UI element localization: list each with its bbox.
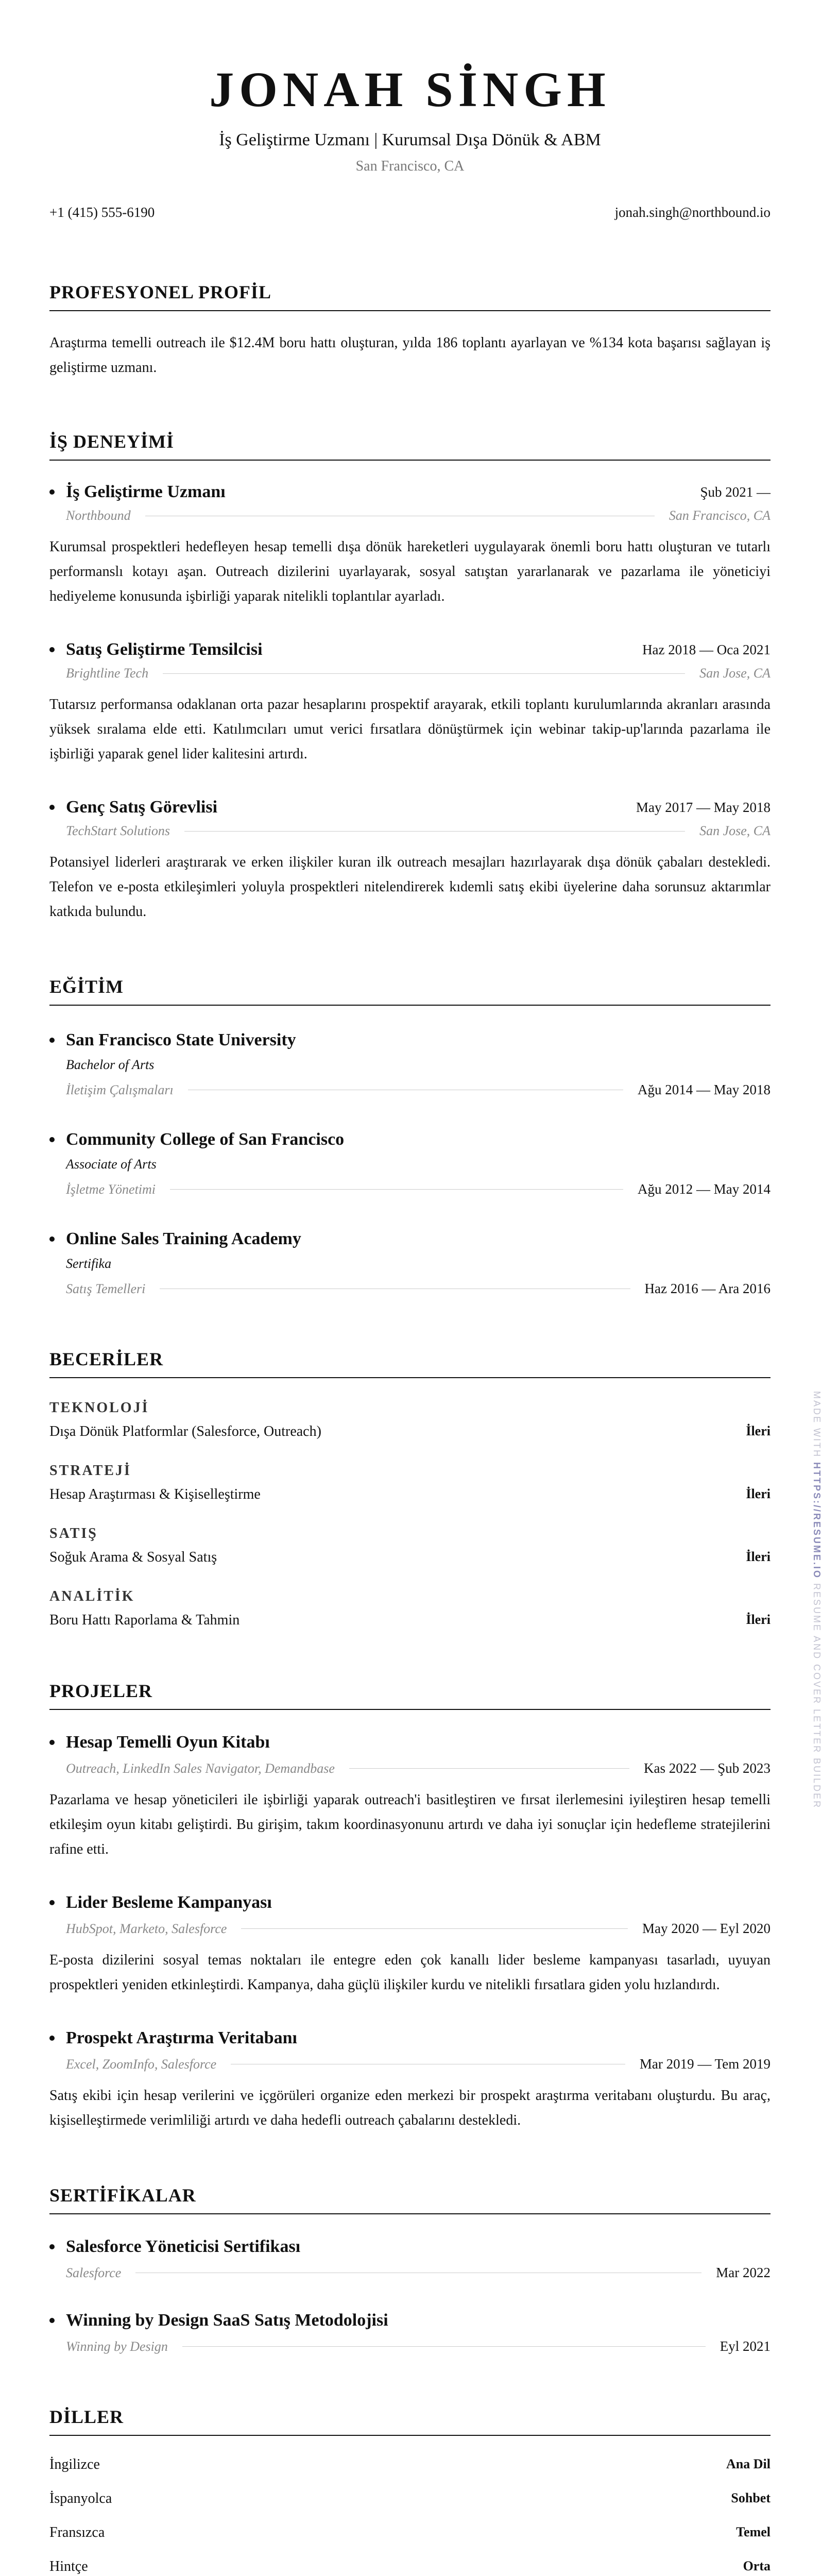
bullet-icon — [49, 1740, 55, 1745]
job-description: Potansiyel liderleri araştırarak ve erken ilişkiler kuran ilk outreach mesajları hazırlayarak dışa dönük çabaları destekledi. Telefon ve e-posta etkileşimleri yoluyla prospektleri nitelendirerek kıdemli satış ekibi üyelerine daha sorunsuz aktarımlar katkıda bulundu. — [49, 854, 770, 920]
language-row — [49, 2490, 770, 2507]
divider — [184, 831, 685, 832]
project-name: Hesap Temelli Oyun Kitabı — [66, 1733, 270, 1752]
project-description: Pazarlama ve hesap yöneticileri ile işbirliği yaparak outreach'i basitleştiren ve fırsat ilerlemesini iyileştiren hesap temelli etkileşim oyun kitabı geliştirdi. Bu girişim, takım koordinasyonunu artırdı ve daha iyi sonuçlar için hedefleme stratejilerini rafine etti. — [49, 1792, 770, 1857]
project-entry — [49, 1893, 770, 1997]
project-date: May 2020 — Eyl 2020 — [642, 1921, 770, 1936]
job-entry — [49, 798, 770, 924]
school-name: Online Sales Training Academy — [66, 1229, 301, 1248]
skill-name: Boru Hattı Raporlama & Tahmin — [49, 1612, 240, 1628]
language-row — [49, 2524, 770, 2541]
language-name: Hintçe — [49, 2558, 88, 2574]
skill-name: Dışa Dönük Platformlar (Salesforce, Outreach) — [49, 1423, 321, 1439]
education-entry — [49, 1130, 770, 1197]
bullet-icon — [49, 2318, 55, 2323]
bullet-icon — [49, 1137, 55, 1142]
job-company: TechStart Solutions — [66, 823, 170, 838]
language-name: Fransızca — [49, 2524, 105, 2540]
certification-title — [49, 2237, 770, 2257]
job-description: Kurumsal prospektleri hedefleyen hesap temelli dışa dönük hareketleri uygulayarak önemli boru hattı oluşturan ve tutarlı performanslı kotayı aşan. Outreach dizilerini uyarlayarak, sosyal satıştan yararlanarak ve pazarlama ile yöneticiyi hediyeleme konusunda işbirliği yaparak nitelikli toplantılar ayarladı. — [49, 539, 770, 604]
section-title-experience: İŞ DENEYİMİ — [49, 431, 770, 461]
language-name: İngilizce — [49, 2456, 100, 2472]
section-title-skills: BECERİLER — [49, 1348, 770, 1378]
certification-entry — [49, 2237, 770, 2281]
skill-level: İleri — [746, 1612, 770, 1627]
section-title-certifications: SERTİFİKALAR — [49, 2184, 770, 2214]
project-entry — [49, 1733, 770, 1862]
skill-name: Soğuk Arama & Sosyal Satış — [49, 1549, 217, 1565]
project-tools: Excel, ZoomInfo, Salesforce — [66, 2056, 217, 2072]
bullet-icon — [49, 2244, 55, 2249]
skill-level: İleri — [746, 1549, 770, 1564]
job-location: San Jose, CA — [699, 823, 770, 838]
divider — [170, 1189, 623, 1190]
bullet-icon — [49, 2036, 55, 2041]
certification-date: Eyl 2021 — [720, 2338, 770, 2354]
language-level: Ana Dil — [726, 2456, 770, 2471]
job-date: Haz 2018 — Oca 2021 — [642, 641, 770, 657]
language-level: Orta — [743, 2558, 770, 2573]
language-level: Sohbet — [731, 2490, 770, 2505]
resume-page — [49, 0, 770, 2576]
job-role: Satış Geliştirme Temsilcisi — [66, 640, 263, 659]
skill-category: SATIŞ — [49, 1526, 98, 1541]
job-title — [49, 640, 263, 659]
job-entry — [49, 640, 770, 767]
certification-entry — [49, 2311, 770, 2354]
bullet-icon — [49, 805, 55, 810]
bullet-icon — [49, 1038, 55, 1043]
education-date: Ağu 2014 — May 2018 — [638, 1082, 770, 1097]
job-title — [49, 798, 217, 817]
project-entry — [49, 2028, 770, 2133]
skill-row — [49, 1612, 770, 1629]
project-name: Lider Besleme Kampanyası — [66, 1893, 272, 1912]
skill-row — [49, 1423, 770, 1440]
job-role: İş Geliştirme Uzmanı — [66, 482, 226, 501]
job-company: Brightline Tech — [66, 666, 149, 681]
project-title — [49, 1893, 770, 1912]
project-date: Mar 2019 — Tem 2019 — [639, 2056, 770, 2072]
education-date: Ağu 2012 — May 2014 — [638, 1181, 770, 1197]
certification-title — [49, 2311, 770, 2330]
divider — [182, 2346, 706, 2347]
degree: Associate of Arts — [66, 1157, 157, 1172]
education-entry — [49, 1229, 770, 1297]
job-description: Tutarsız performansa odaklanan orta pazar hesaplarını prospektif arayarak, etkili toplantı kurulumlarında akranları arasında yüksek sıralama elde etti. Katılımcıları umut verici fırsatlara dönüştürmek için webinar takip-up'larında pazarlama ile işbirliği yaparak genel lider kalitesini artırdı. — [49, 697, 770, 762]
skill-category: TEKNOLOJİ — [49, 1400, 149, 1416]
skill-level: İleri — [746, 1486, 770, 1501]
divider — [163, 673, 685, 674]
certification-name: Salesforce Yöneticisi Sertifikası — [66, 2237, 301, 2256]
skill-level: İleri — [746, 1423, 770, 1438]
education-date: Haz 2016 — Ara 2016 — [644, 1281, 770, 1296]
project-description: Satış ekibi için hesap verilerini ve içgörüleri organize eden merkezi bir prospekt araştırma veritabanı oluşturdu. Bu araç, kişiselleştirmede verimliliği artırdı ve daha hedefli outreach çabalarını destekledi. — [49, 2088, 770, 2128]
certification-date: Mar 2022 — [716, 2265, 770, 2280]
divider — [241, 1928, 628, 1929]
watermark-link[interactable]: HTTPS://RESUME.IO — [812, 1462, 822, 1580]
section-title-languages: DİLLER — [49, 2406, 770, 2436]
field-of-study: İşletme Yönetimi — [66, 1181, 156, 1197]
section-title-education: EĞİTİM — [49, 976, 770, 1006]
skill-name: Hesap Araştırması & Kişiselleştirme — [49, 1486, 261, 1502]
degree: Sertifika — [66, 1256, 112, 1271]
certification-issuer: Salesforce — [66, 2265, 122, 2280]
certification-name: Winning by Design SaaS Satış Metodolojisi — [66, 2311, 388, 2330]
skill-category: STRATEJİ — [49, 1463, 131, 1479]
bullet-icon — [49, 1236, 55, 1242]
field-of-study: İletişim Çalışmaları — [66, 1082, 174, 1097]
contact-row — [49, 205, 770, 221]
project-description: E-posta dizilerini sosyal temas noktaları ile entegre eden çok kanallı lider besleme kampanyası tasarladı, uyuyan prospektleri yeniden etkinleştirdi. Kampanya, daha güçlü ilişkiler kurdu ve nitelikli fırsatlara giden yolu hızlandırdı. — [49, 1952, 770, 1993]
degree: Bachelor of Arts — [66, 1057, 155, 1072]
school-title — [49, 1030, 770, 1050]
project-title — [49, 1733, 770, 1752]
candidate-subtitle: İş Geliştirme Uzmanı | Kurumsal Dışa Dönük & ABM — [219, 130, 601, 149]
school-name: Community College of San Francisco — [66, 1130, 345, 1149]
bullet-icon — [49, 489, 55, 495]
project-name: Prospekt Araştırma Veritabanı — [66, 2028, 297, 2047]
job-location: San Francisco, CA — [669, 508, 770, 523]
candidate-name: JONAH SİNGH — [209, 62, 611, 117]
field-of-study: Satış Temelleri — [66, 1281, 146, 1296]
section-title-projects: PROJELER — [49, 1680, 770, 1710]
job-date: Şub 2021 — — [700, 484, 770, 500]
project-tools: HubSpot, Marketo, Salesforce — [66, 1921, 227, 1936]
candidate-location: San Francisco, CA — [355, 158, 465, 174]
education-entry — [49, 1030, 770, 1098]
job-location: San Jose, CA — [699, 666, 770, 681]
profile-text: Araştırma temelli outreach ile $12.4M boru hattı oluşturan, yılda 186 toplantı ayarlayan ve %134 kota başarısı sağlayan iş geliştirme uzmanı. — [49, 335, 770, 376]
school-title — [49, 1229, 770, 1249]
skill-row — [49, 1549, 770, 1566]
watermark-suffix: RESUME AND COVER LETTER BUILDER — [812, 1583, 822, 1809]
school-title — [49, 1130, 770, 1149]
divider — [349, 1768, 629, 1769]
skill-category: ANALİTİK — [49, 1588, 135, 1604]
job-company: Northbound — [66, 508, 131, 523]
job-date: May 2017 — May 2018 — [636, 799, 770, 815]
project-title — [49, 2028, 770, 2048]
certification-issuer: Winning by Design — [66, 2338, 168, 2354]
skill-row — [49, 1486, 770, 1503]
watermark-prefix: MADE WITH — [812, 1391, 822, 1458]
job-role: Genç Satış Görevlisi — [66, 798, 218, 817]
project-date: Kas 2022 — Şub 2023 — [643, 1760, 770, 1776]
language-row — [49, 2456, 770, 2473]
email[interactable]: jonah.singh@northbound.io — [614, 205, 770, 220]
school-name: San Francisco State University — [66, 1030, 296, 1049]
builder-watermark — [811, 1391, 822, 1809]
phone[interactable]: +1 (415) 555-6190 — [49, 205, 155, 220]
language-level: Temel — [736, 2524, 770, 2539]
project-tools: Outreach, LinkedIn Sales Navigator, Demandbase — [66, 1760, 335, 1776]
language-name: İspanyolca — [49, 2490, 112, 2506]
job-title — [49, 482, 226, 502]
section-title-profile: PROFESYONEL PROFİL — [49, 281, 770, 311]
job-entry — [49, 482, 770, 609]
bullet-icon — [49, 1900, 55, 1905]
bullet-icon — [49, 647, 55, 652]
language-row — [49, 2558, 770, 2575]
